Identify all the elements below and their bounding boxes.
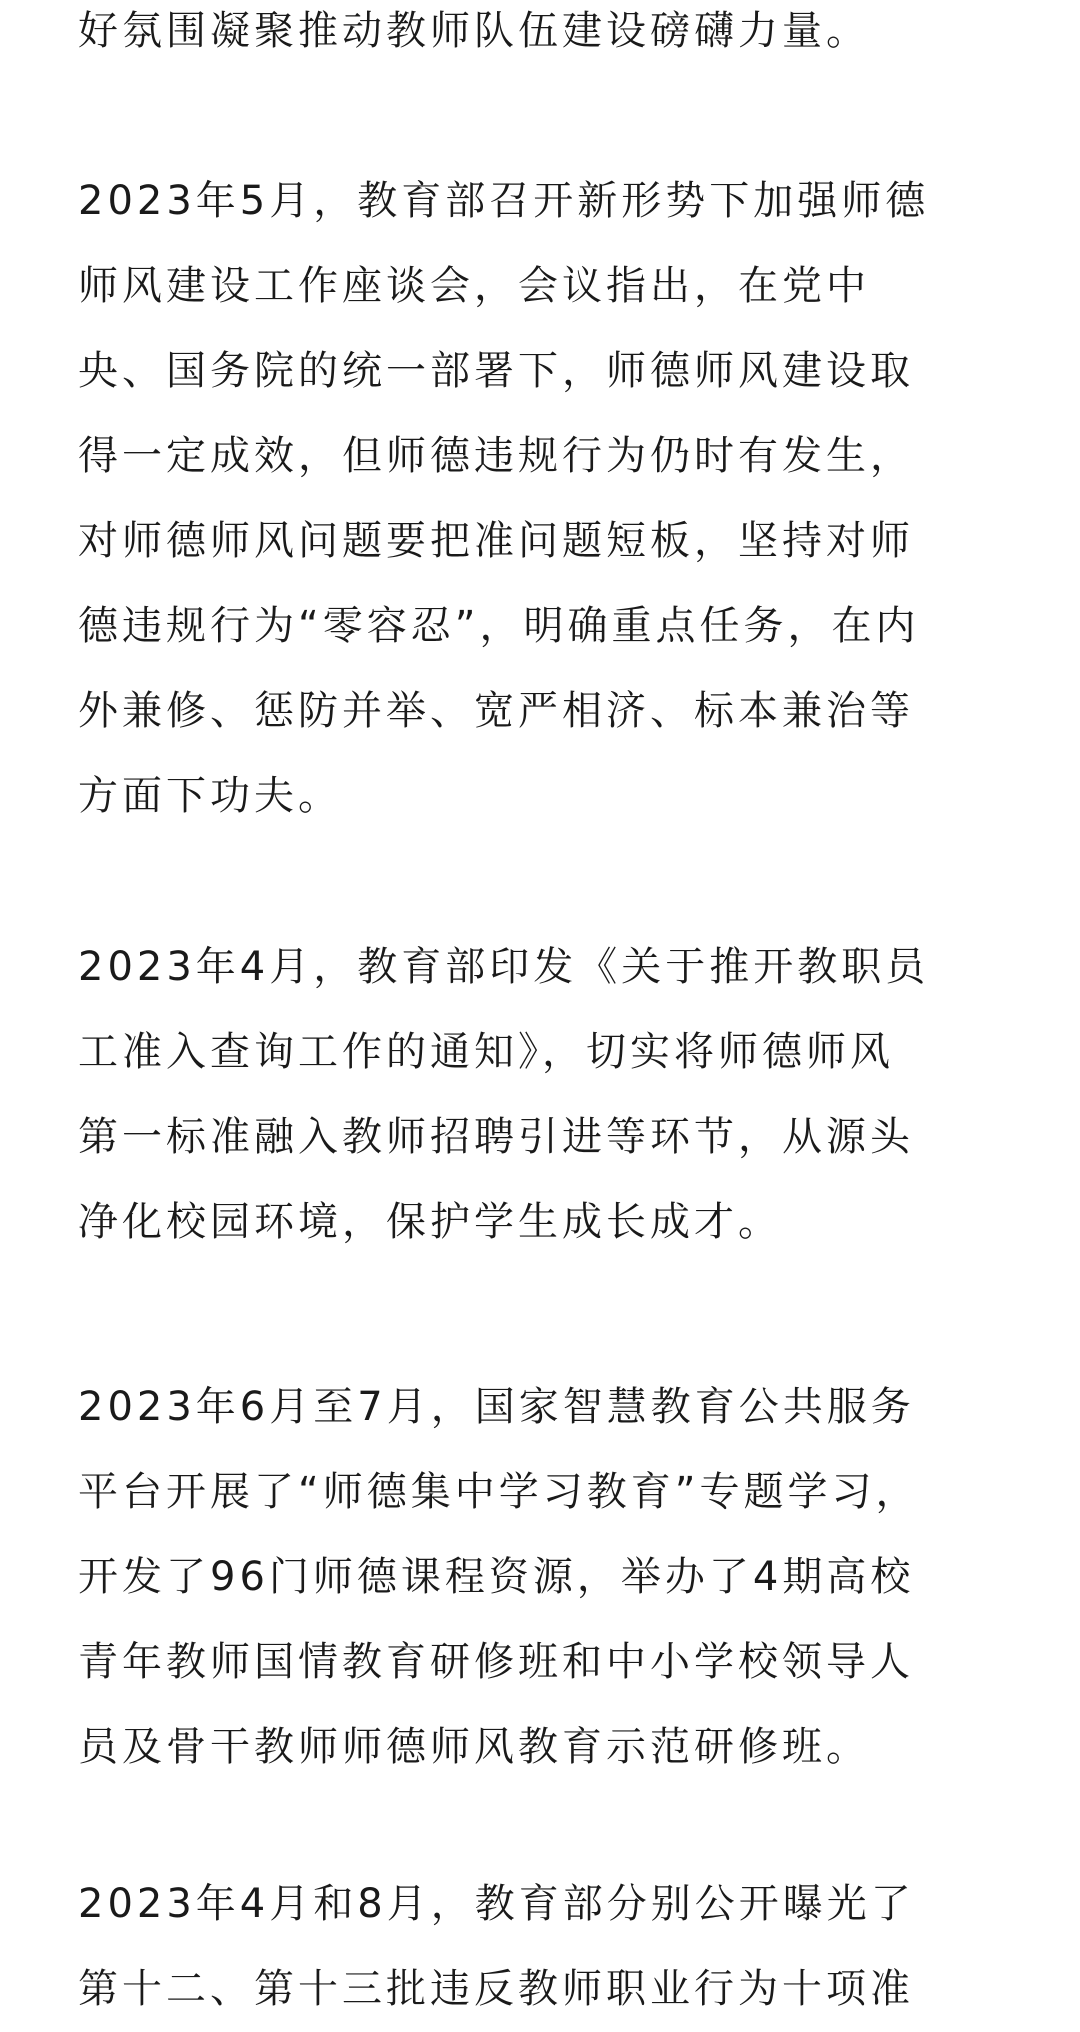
article-paragraph-may-2023-symposium: 2023年5月，教育部召开新形势下加强师德 师风建设工作座谈会，会议指出，在党中 央、国务院的统一部署下，师德师风建设取 得一定成效，但师德违规行为仍时有发生， 对师德师风问题要把准问题短板，坚持对师 德违规行为“零容忍”，明确重点任务，在内 外兼修、惩防并举、宽严相济、标本兼治等 方面下功夫。 (78, 178, 930, 819)
article-paragraph-april-2023-notice: 2023年4月，教育部印发《关于推开教职员 工准入查询工作的通知》，切实将师德师风 第一标准融入教师招聘引进等环节，从源头 净化校园环境，保护学生成长成才。 (78, 944, 930, 1245)
article-paragraph-intro-tail: 好氛围凝聚推动教师队伍建设磅礴力量。 (78, 8, 870, 54)
article-paragraph-april-august-2023-exposure: 2023年4月和8月，教育部分别公开曝光了 第十二、第十三批违反教师职业行为十项准 (78, 1881, 915, 2012)
article-paragraph-june-july-2023-training: 2023年6月至7月，国家智慧教育公共服务 平台开展了“师德集中学习教育”专题学习， 开发了96门师德课程资源，举办了4期高校 青年教师国情教育研修班和中小学校领导人 员及骨干教师师德师风教育示范研修班。 (78, 1384, 920, 1770)
